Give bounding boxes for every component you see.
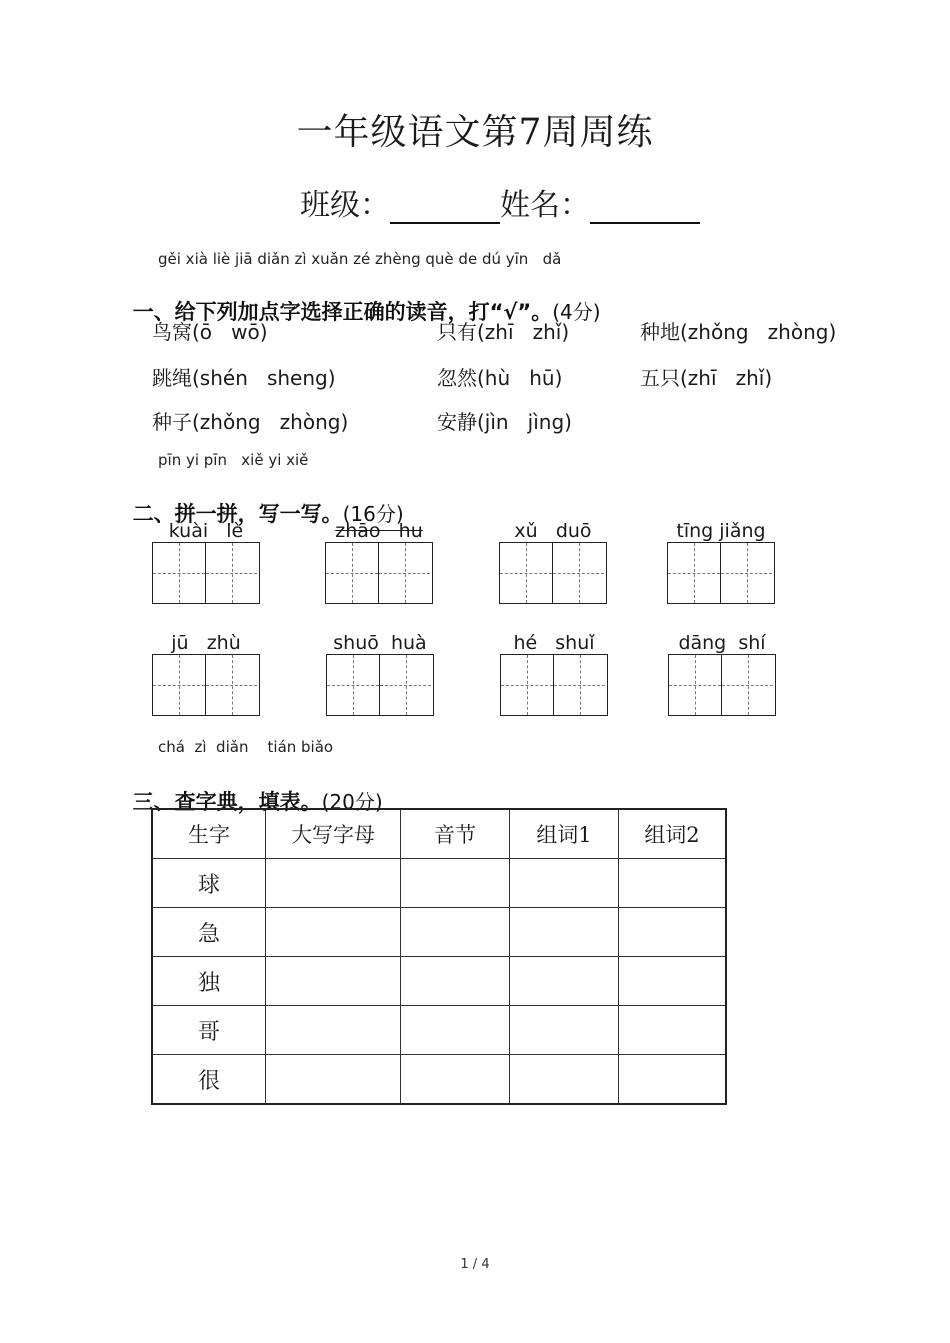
table-cell[interactable] (401, 908, 510, 957)
name-blank[interactable] (590, 192, 700, 224)
q2-item-2-pinyin: zhāo hu (335, 520, 423, 542)
table-char-cell: 哥 (152, 1006, 266, 1055)
q2-item-2 (325, 520, 433, 604)
q1-item-2-options: (zhī zhǐ) (477, 320, 570, 344)
tian-cell[interactable] (378, 543, 430, 603)
q1-item-5-word: 忽然 (437, 366, 477, 390)
tian-cell[interactable] (153, 655, 205, 715)
q2-item-8-pinyin: dāng shí (678, 632, 766, 654)
q1-item-4-word: 跳绳 (152, 366, 192, 390)
page-number: 1 / 4 (460, 1257, 490, 1272)
table-header-cell: 组词2 (619, 809, 727, 859)
q1-item-8[interactable] (437, 406, 572, 435)
q2-item-4-pinyin: tīng jiǎng (676, 520, 766, 542)
tian-cell[interactable] (500, 543, 552, 603)
table-cell[interactable] (510, 1006, 619, 1055)
q1-item-6[interactable] (640, 362, 772, 391)
table-header-cell: 音节 (401, 809, 510, 859)
q3-score: (20分) (321, 790, 383, 814)
q1-item-3[interactable] (640, 316, 836, 345)
q1-item-4[interactable] (152, 362, 336, 391)
q1-item-1[interactable] (152, 316, 268, 345)
q2-item-1-pinyin: kuài lè (168, 520, 244, 542)
q2-item-4 (667, 520, 775, 604)
q1-pinyin: gěi xià liè jiā diǎn zì xuǎn zé zhèng què de dú yīn dǎ (158, 250, 562, 268)
table-cell[interactable] (619, 957, 727, 1006)
q2-item-2-grid[interactable] (325, 542, 433, 604)
q2-item-3 (499, 520, 607, 604)
table-cell[interactable] (619, 859, 727, 908)
q2-item-3-pinyin: xǔ duō (514, 520, 592, 542)
table-cell[interactable] (510, 908, 619, 957)
table-header-cell: 组词1 (510, 809, 619, 859)
table-cell[interactable] (266, 908, 401, 957)
table-row (152, 908, 726, 957)
table-cell[interactable] (510, 1055, 619, 1105)
q1-item-3-options: (zhǒng zhòng) (680, 320, 837, 344)
q1-item-7[interactable] (152, 406, 348, 435)
table-cell[interactable] (401, 957, 510, 1006)
q2-item-7 (500, 632, 608, 716)
q2-item-4-grid[interactable] (667, 542, 775, 604)
class-label: 班级： (300, 188, 390, 223)
table-cell[interactable] (510, 859, 619, 908)
table-cell[interactable] (510, 957, 619, 1006)
q2-heading-text: 二、拼一拼，写一写。 (132, 502, 343, 526)
table-cell[interactable] (619, 1055, 727, 1105)
table-char-cell: 球 (152, 859, 266, 908)
q1-score: (4分) (552, 300, 601, 324)
table-row (152, 1006, 726, 1055)
table-header-cell: 大写字母 (266, 809, 401, 859)
table-cell[interactable] (266, 1006, 401, 1055)
class-blank[interactable] (390, 192, 500, 224)
q1-item-1-options: (ō wō) (192, 320, 268, 344)
table-cell[interactable] (266, 859, 401, 908)
class-name-line (300, 180, 700, 224)
q2-item-6-pinyin: shuō huà (333, 632, 427, 654)
q1-item-4-options: (shén sheng) (192, 366, 336, 390)
table-char-cell: 很 (152, 1055, 266, 1105)
table-cell[interactable] (619, 908, 727, 957)
table-cell[interactable] (619, 1006, 727, 1055)
q2-item-6 (326, 632, 434, 716)
q1-item-7-options: (zhǒng zhòng) (192, 410, 349, 434)
q1-item-7-word: 种子 (152, 410, 192, 434)
q2-item-1 (152, 520, 260, 604)
name-label: 姓名： (500, 188, 590, 223)
tian-cell[interactable] (721, 655, 773, 715)
q3-pinyin: chá zì diǎn tián biǎo (158, 738, 334, 756)
q2-item-6-grid[interactable] (326, 654, 434, 716)
table-char-cell: 独 (152, 957, 266, 1006)
q1-item-8-options: (jìn jìng) (477, 410, 572, 434)
q2-item-7-grid[interactable] (500, 654, 608, 716)
q2-item-8 (668, 632, 776, 716)
q1-item-2[interactable] (437, 316, 569, 345)
tian-cell[interactable] (552, 543, 604, 603)
table-row (152, 957, 726, 1006)
tian-cell[interactable] (720, 543, 772, 603)
q2-item-5-pinyin: jū zhù (171, 632, 241, 654)
table-row (152, 1055, 726, 1105)
tian-cell[interactable] (326, 543, 378, 603)
q2-item-8-grid[interactable] (668, 654, 776, 716)
q1-item-1-word: 鸟窝 (152, 320, 192, 344)
q2-pinyin: pīn yi pīn xiě yi xiě (158, 451, 309, 469)
q2-score: (16分) (342, 502, 404, 526)
table-cell[interactable] (401, 1055, 510, 1105)
q1-item-5[interactable] (437, 362, 562, 391)
table-char-cell: 急 (152, 908, 266, 957)
q2-item-5 (152, 632, 260, 716)
q2-item-7-pinyin: hé shuǐ (513, 632, 595, 654)
tian-cell[interactable] (669, 655, 721, 715)
q1-heading-text: 一、给下列加点字选择正确的读音，打“√”。 (132, 300, 553, 324)
table-cell[interactable] (266, 957, 401, 1006)
tian-cell[interactable] (205, 655, 257, 715)
q2-item-5-grid[interactable] (152, 654, 260, 716)
q3-heading-text: 三、查字典，填表。 (132, 790, 322, 814)
tian-cell[interactable] (327, 655, 379, 715)
q2-item-3-grid[interactable] (499, 542, 607, 604)
table-cell[interactable] (266, 1055, 401, 1105)
dictionary-table (151, 808, 727, 1105)
q1-item-6-word: 五只 (640, 366, 680, 390)
tian-cell[interactable] (153, 543, 205, 603)
table-header-cell: 生字 (152, 809, 266, 859)
table-cell[interactable] (401, 1006, 510, 1055)
table-row (152, 859, 726, 908)
q1-item-8-word: 安静 (437, 410, 477, 434)
q1-item-5-options: (hù hū) (477, 366, 563, 390)
q2-item-1-grid[interactable] (152, 542, 260, 604)
table-header-row (152, 809, 726, 859)
tian-cell[interactable] (501, 655, 553, 715)
tian-cell[interactable] (553, 655, 605, 715)
page-title: 一年级语文第7周周练 (296, 112, 654, 153)
tian-cell[interactable] (668, 543, 720, 603)
tian-cell[interactable] (379, 655, 431, 715)
q1-item-2-word: 只有 (437, 320, 477, 344)
q1-item-3-word: 种地 (640, 320, 680, 344)
q1-item-6-options: (zhī zhǐ) (680, 366, 773, 390)
table-cell[interactable] (401, 859, 510, 908)
tian-cell[interactable] (205, 543, 257, 603)
